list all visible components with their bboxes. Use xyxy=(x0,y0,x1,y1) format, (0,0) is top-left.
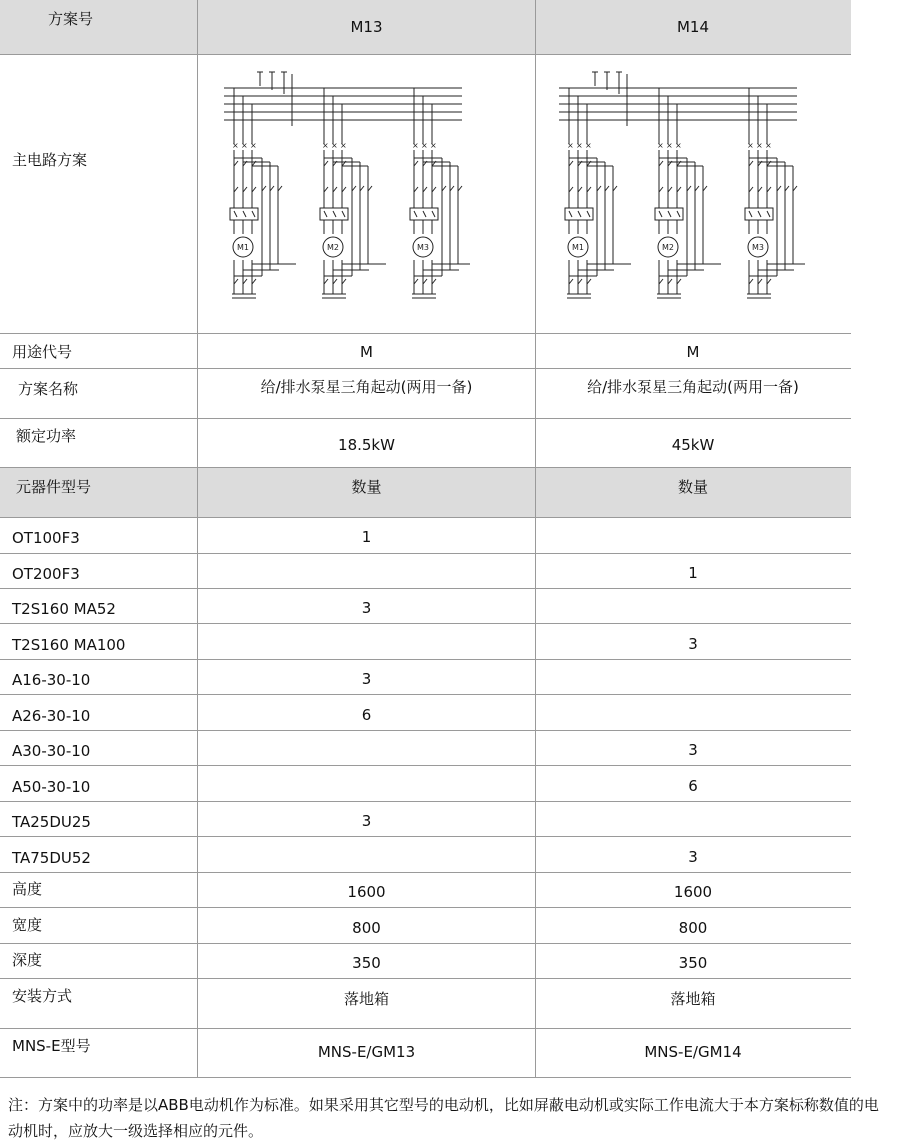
depth-m13: 350 xyxy=(352,954,381,972)
star-contact xyxy=(324,279,328,284)
star-contact xyxy=(234,279,238,284)
breaker-mark: × xyxy=(576,141,583,150)
row-divider xyxy=(0,623,851,624)
row-divider xyxy=(0,730,851,731)
installation-label: 安装方式 xyxy=(12,987,73,1005)
breaker-mark: × xyxy=(412,141,419,150)
overload-element xyxy=(252,211,255,217)
contactor-contact xyxy=(659,187,663,192)
contactor-contact xyxy=(578,187,582,192)
row-divider xyxy=(0,333,851,334)
circuit-diagram-m14 xyxy=(555,66,805,311)
overload-element xyxy=(333,211,336,217)
usage-code-label: 用途代号 xyxy=(12,343,73,361)
component-qty-m13: 6 xyxy=(361,706,372,724)
breaker-mark: × xyxy=(322,141,329,150)
delta-contact xyxy=(458,186,462,191)
component-qty-m13: 3 xyxy=(361,670,372,688)
component-qty-m14: 1 xyxy=(688,564,698,582)
height-m13: 1600 xyxy=(347,883,386,901)
delta-contact xyxy=(695,186,699,191)
overload-element xyxy=(749,211,752,217)
breaker-mark: × xyxy=(232,141,239,150)
star-contact xyxy=(414,279,418,284)
contactor-contact xyxy=(423,187,427,192)
mns-model-m14: MNS-E/GM14 xyxy=(644,1043,742,1061)
component-model: A26-30-10 xyxy=(12,707,91,725)
rated-power-m14: 45kW xyxy=(671,436,715,454)
breaker-mark: × xyxy=(756,141,763,150)
motor-label: M2 xyxy=(662,243,674,252)
breaker-mark: × xyxy=(250,141,257,150)
delta-contact xyxy=(270,186,274,191)
scheme-name-m14: 给/排水泵星三角起动(两用一备) xyxy=(587,378,799,396)
installation-m13: 落地箱 xyxy=(343,990,389,1008)
breaker-mark: × xyxy=(765,141,772,150)
component-model: T2S160 MA100 xyxy=(12,636,126,654)
component-qty-m14: 6 xyxy=(688,777,698,795)
overload-element xyxy=(423,211,426,217)
star-contact xyxy=(333,279,337,284)
contactor-contact xyxy=(234,187,238,192)
row-divider xyxy=(0,588,851,589)
contactor-contact xyxy=(324,161,328,166)
star-contact xyxy=(432,279,436,284)
mns-model-m13: MNS-E/GM13 xyxy=(317,1043,416,1061)
contactor-contact xyxy=(569,187,573,192)
motor-label: M3 xyxy=(417,243,429,252)
delta-contact xyxy=(360,186,364,191)
component-model: TA25DU25 xyxy=(12,813,91,831)
rated-power-label: 额定功率 xyxy=(16,427,77,445)
row-divider xyxy=(0,694,851,695)
height-m14: 1600 xyxy=(673,883,713,901)
breaker-mark: × xyxy=(340,141,347,150)
breaker-mark: × xyxy=(666,141,673,150)
circuit-diagram-m13 xyxy=(220,66,470,311)
component-qty-m13: 1 xyxy=(361,528,372,546)
motor-label: M3 xyxy=(752,243,764,252)
star-contact xyxy=(758,279,762,284)
height-label: 高度 xyxy=(12,880,43,898)
component-qty-m14: 3 xyxy=(688,741,698,759)
quantity-header-m14: 数量 xyxy=(677,478,708,496)
contactor-contact xyxy=(432,187,436,192)
star-contact xyxy=(423,279,427,284)
row-divider xyxy=(0,978,851,979)
delta-contact xyxy=(368,186,372,191)
breaker-mark: × xyxy=(657,141,664,150)
breaker-mark: × xyxy=(585,141,592,150)
overload-element xyxy=(668,211,671,217)
row-divider xyxy=(0,553,851,554)
motor-label: M2 xyxy=(327,243,339,252)
component-model: A30-30-10 xyxy=(12,742,91,760)
delta-contact xyxy=(793,186,797,191)
width-m13: 800 xyxy=(352,919,381,937)
footnote: 注：方案中的功率是以ABB电动机作为标准。如果采用其它型号的电动机，比如屏蔽电动机或实际工作电流大于本方案标称数值的电动机时，应放大一级选择相应的元件。 xyxy=(8,1096,879,1140)
star-contact xyxy=(342,279,346,284)
overload-element xyxy=(243,211,246,217)
breaker-mark: × xyxy=(331,141,338,150)
delta-contact xyxy=(605,186,609,191)
contactor-contact xyxy=(252,187,256,192)
delta-contact xyxy=(442,186,446,191)
circuit-row-label: 主电路方案 xyxy=(12,151,88,169)
star-contact xyxy=(767,279,771,284)
usage-code-m14: M xyxy=(686,343,700,361)
component-model: A16-30-10 xyxy=(12,671,91,689)
breaker-mark: × xyxy=(430,141,437,150)
depth-label: 深度 xyxy=(12,951,43,969)
scheme-name-label: 方案名称 xyxy=(18,380,79,398)
component-model: A50-30-10 xyxy=(12,778,91,796)
component-qty-m14: 3 xyxy=(688,635,698,653)
row-divider xyxy=(0,1028,851,1029)
contactor-contact xyxy=(342,187,346,192)
components-header-label: 元器件型号 xyxy=(16,478,92,496)
delta-contact xyxy=(278,186,282,191)
row-divider xyxy=(0,418,851,419)
breaker-mark: × xyxy=(567,141,574,150)
breaker-mark: × xyxy=(421,141,428,150)
delta-contact xyxy=(777,186,781,191)
delta-contact xyxy=(703,186,707,191)
delta-contact xyxy=(352,186,356,191)
rated-power-m13: 18.5kW xyxy=(338,436,395,454)
component-qty-m13: 3 xyxy=(361,599,372,617)
component-model: OT100F3 xyxy=(12,529,80,547)
motor-label: M1 xyxy=(237,243,249,252)
width-label: 宽度 xyxy=(12,916,43,934)
row-divider xyxy=(0,765,851,766)
width-m14: 800 xyxy=(678,919,708,937)
header-scheme-no: 方案号 xyxy=(48,10,94,28)
row-divider xyxy=(0,467,851,468)
star-contact xyxy=(677,279,681,284)
contactor-contact xyxy=(668,187,672,192)
component-model: TA75DU52 xyxy=(12,849,91,867)
row-divider xyxy=(0,659,851,660)
contactor-contact xyxy=(414,187,418,192)
installation-m14: 落地箱 xyxy=(670,990,716,1008)
overload-element xyxy=(234,211,237,217)
overload-element xyxy=(324,211,327,217)
delta-contact xyxy=(613,186,617,191)
star-contact xyxy=(749,279,753,284)
component-qty-m13: 3 xyxy=(361,812,372,830)
overload-element xyxy=(758,211,761,217)
delta-contact xyxy=(785,186,789,191)
star-contact xyxy=(252,279,256,284)
delta-contact xyxy=(262,186,266,191)
row-divider xyxy=(0,1077,851,1078)
star-contact xyxy=(659,279,663,284)
component-model: OT200F3 xyxy=(12,565,80,583)
overload-element xyxy=(432,211,435,217)
usage-code-m13: M xyxy=(360,343,373,361)
component-model: T2S160 MA52 xyxy=(12,600,116,618)
overload-element xyxy=(767,211,770,217)
row-divider xyxy=(0,907,851,908)
component-qty-m14: 3 xyxy=(688,848,698,866)
overload-element xyxy=(414,211,417,217)
mns-model-label: MNS-E型号 xyxy=(12,1037,91,1055)
contactor-contact xyxy=(414,161,418,166)
breaker-mark: × xyxy=(747,141,754,150)
header-m14: M14 xyxy=(676,18,710,36)
star-contact xyxy=(569,279,573,284)
contactor-contact xyxy=(749,161,753,166)
contactor-contact xyxy=(749,187,753,192)
row-divider xyxy=(0,872,851,873)
contactor-contact xyxy=(587,187,591,192)
row-divider xyxy=(0,801,851,802)
star-contact xyxy=(668,279,672,284)
contactor-contact xyxy=(758,187,762,192)
motor-label: M1 xyxy=(572,243,584,252)
star-contact xyxy=(243,279,247,284)
breaker-mark: × xyxy=(241,141,248,150)
contactor-contact xyxy=(243,187,247,192)
contactor-contact xyxy=(767,187,771,192)
quantity-header-m13: 数量 xyxy=(351,478,382,496)
overload-element xyxy=(587,211,590,217)
row-divider xyxy=(0,368,851,369)
header-m13: M13 xyxy=(350,18,383,36)
breaker-mark: × xyxy=(675,141,682,150)
overload-element xyxy=(578,211,581,217)
column-divider-2 xyxy=(535,0,536,1077)
overload-element xyxy=(569,211,572,217)
overload-element xyxy=(677,211,680,217)
depth-m14: 350 xyxy=(678,954,708,972)
row-divider xyxy=(0,836,851,837)
contactor-contact xyxy=(324,187,328,192)
contactor-contact xyxy=(659,161,663,166)
delta-contact xyxy=(450,186,454,191)
delta-contact xyxy=(597,186,601,191)
contactor-contact xyxy=(234,161,238,166)
overload-element xyxy=(659,211,662,217)
scheme-name-m13: 给/排水泵星三角起动(两用一备) xyxy=(260,378,473,396)
row-divider xyxy=(0,54,851,55)
row-divider xyxy=(0,943,851,944)
row-divider xyxy=(0,517,851,518)
delta-contact xyxy=(687,186,691,191)
star-contact xyxy=(587,279,591,284)
contactor-contact xyxy=(333,187,337,192)
overload-element xyxy=(342,211,345,217)
contactor-contact xyxy=(677,187,681,192)
star-contact xyxy=(578,279,582,284)
contactor-contact xyxy=(569,161,573,166)
